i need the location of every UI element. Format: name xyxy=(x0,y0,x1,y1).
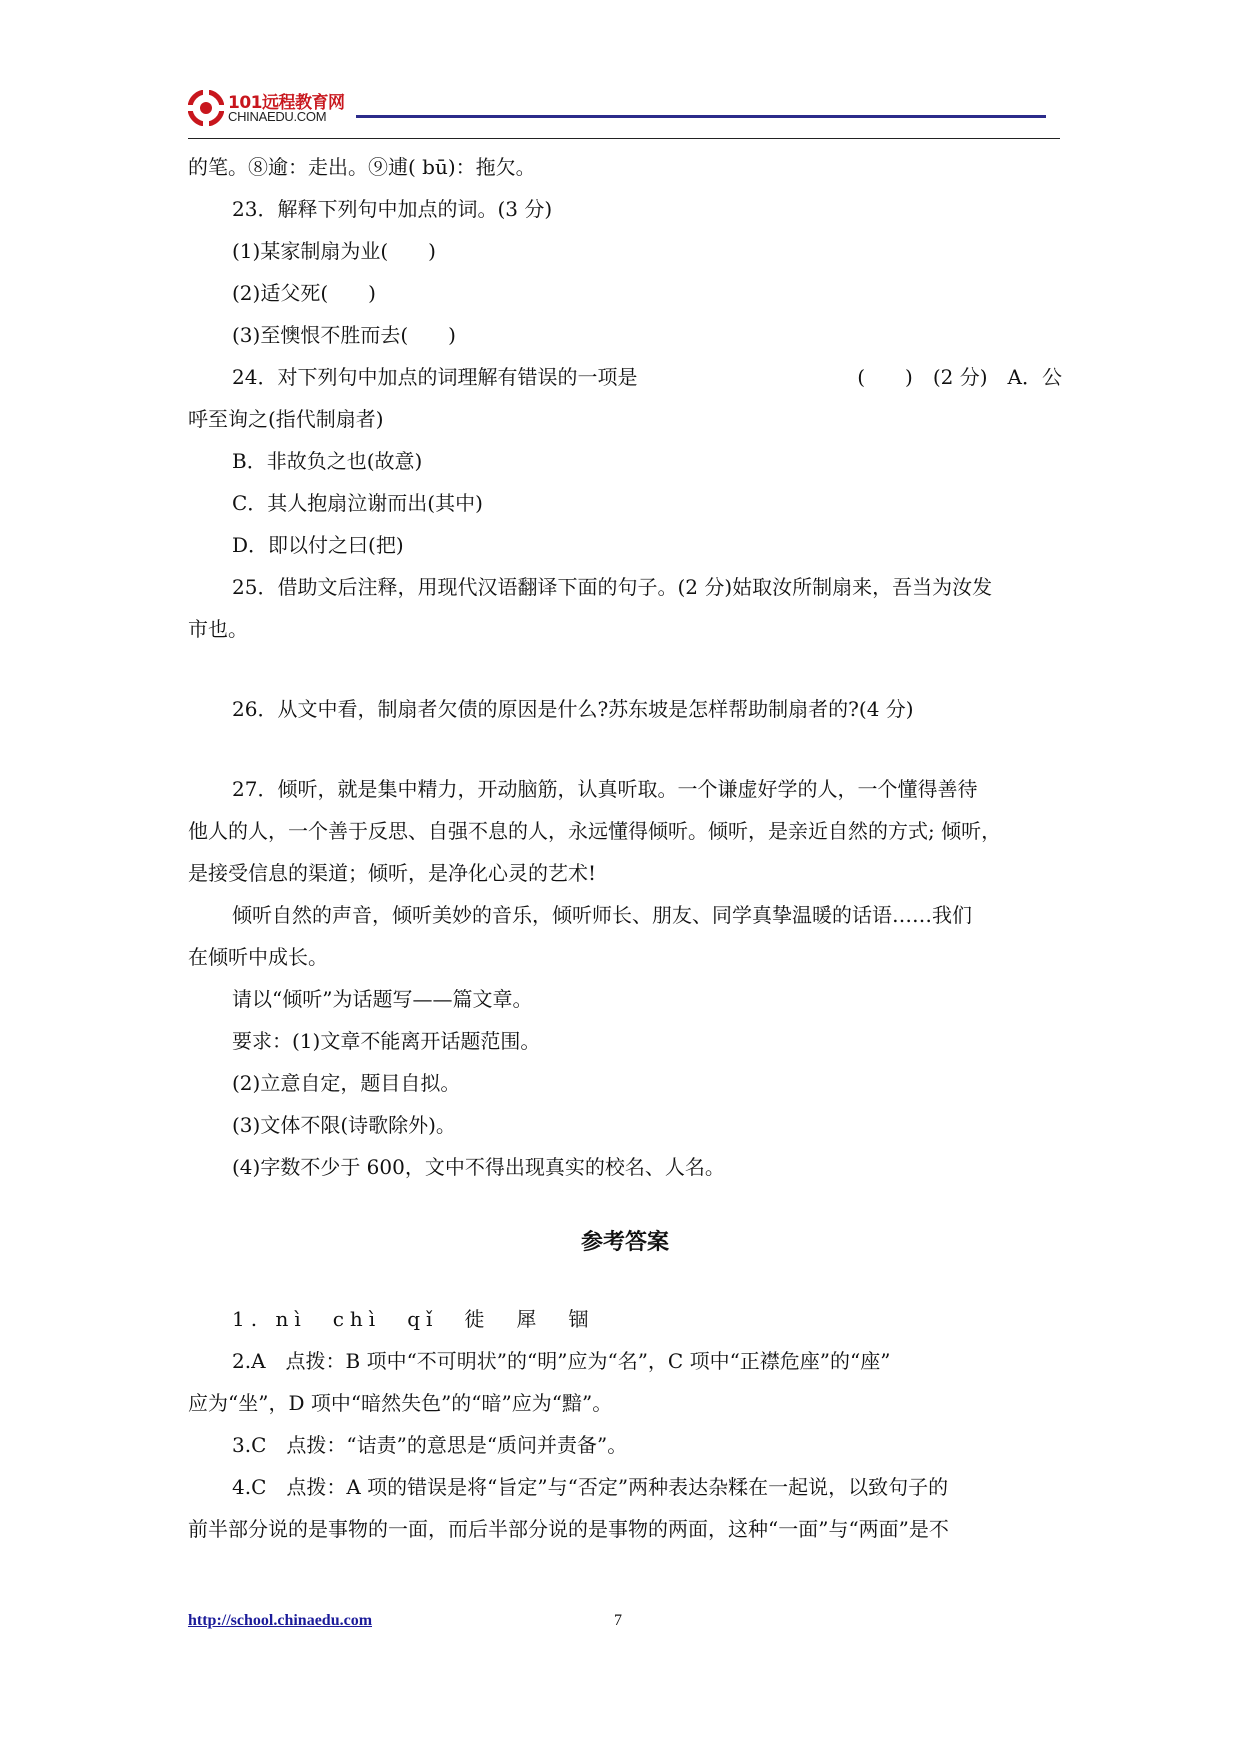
text-line: 市也。 xyxy=(188,617,248,641)
text-line: (2)立意自定，题目自拟。 xyxy=(232,1071,461,1095)
text-line: 呼至询之(指代制扇者) xyxy=(188,407,384,431)
document-body xyxy=(188,146,1062,1550)
question-26: 26．从文中看，制扇者欠债的原因是什么?苏东坡是怎样帮助制扇者的?(4 分) xyxy=(232,697,914,721)
text-line: 应为“坐”，D 项中“暗然失色”的“暗”应为“黯”。 xyxy=(188,1391,613,1415)
text-line: (3)文体不限(诗歌除外)。 xyxy=(232,1113,456,1137)
text-line: 前半部分说的是事物的一面，而后半部分说的是事物的两面，这种“一面”与“两面”是不 xyxy=(188,1517,949,1541)
option-d: D．即以付之曰(把) xyxy=(232,533,404,557)
answer-3: 3.C 点拨：“诘责”的意思是“质问并责备”。 xyxy=(232,1433,628,1457)
text-line: 要求：(1)文章不能离开话题范围。 xyxy=(232,1029,541,1053)
text-line: 在倾听中成长。 xyxy=(188,945,328,969)
page-number: 7 xyxy=(614,1612,622,1629)
text-line: (1)某家制扇为业( ) xyxy=(232,239,436,263)
logo xyxy=(188,84,358,132)
text-line: (2)适父死( ) xyxy=(232,281,376,305)
header-accent-bar xyxy=(356,115,1046,118)
option-c: C．其人抱扇泣谢而出(其中) xyxy=(232,491,483,515)
text-line: (4)字数不少于 600，文中不得出现真实的校名、人名。 xyxy=(232,1155,725,1179)
page-header xyxy=(188,84,1060,140)
answer-2: 2.A 点拨：B 项中“不可明状”的“明”应为“名”，C 项中“正襟危座”的“座” xyxy=(232,1349,891,1373)
text-line: 倾听自然的声音，倾听美妙的音乐，倾听师长、朋友、同学真挚温暖的话语……我们 xyxy=(232,903,972,927)
question-27: 27．倾听，就是集中精力，开动脑筋，认真听取。一个谦虚好学的人，一个懂得善待 xyxy=(232,777,978,801)
footer-link[interactable]: http://school.chinaedu.com xyxy=(188,1612,373,1629)
logo-text-cn: 101远程教育网 xyxy=(228,93,345,113)
logo-text-en: CHINAEDU.COM xyxy=(228,109,327,124)
logo-icon xyxy=(188,90,224,126)
question-24 xyxy=(188,356,1062,398)
text-line: 是接受信息的渠道；倾听，是净化心灵的艺术! xyxy=(188,861,597,885)
option-b: B．非故负之也(故意) xyxy=(232,449,423,473)
header-divider xyxy=(188,138,1060,139)
text-line: (3)至懊恨不胜而去( ) xyxy=(232,323,456,347)
answer-1: 1. nì chì qǐ 徙 犀 锢 xyxy=(232,1307,595,1331)
question-24-score: ( ) (2 分) A．公 xyxy=(857,365,1062,389)
question-24-text: 24．对下列句中加点的词理解有错误的一项是 xyxy=(232,365,638,389)
answer-section-title: 参考答案 xyxy=(580,1230,669,1255)
text-line: 请以“倾听”为话题写——篇文章。 xyxy=(232,987,533,1011)
answer-4: 4.C 点拨：A 项的错误是将“旨定”与“否定”两种表达杂糅在一起说，以致句子的 xyxy=(232,1475,949,1499)
text-line: 他人的人，一个善于反思、自强不息的人，永远懂得倾听。倾听，是亲近自然的方式; 倾听， xyxy=(188,819,1002,843)
question-25: 25．借助文后注释，用现代汉语翻译下面的句子。(2 分)姑取汝所制扇来，吾当为汝发 xyxy=(232,575,993,599)
text-line: 的笔。⑧逾：走出。⑨逋( bū)：拖欠。 xyxy=(188,155,536,179)
question-23: 23．解释下列句中加点的词。(3 分) xyxy=(232,197,553,221)
